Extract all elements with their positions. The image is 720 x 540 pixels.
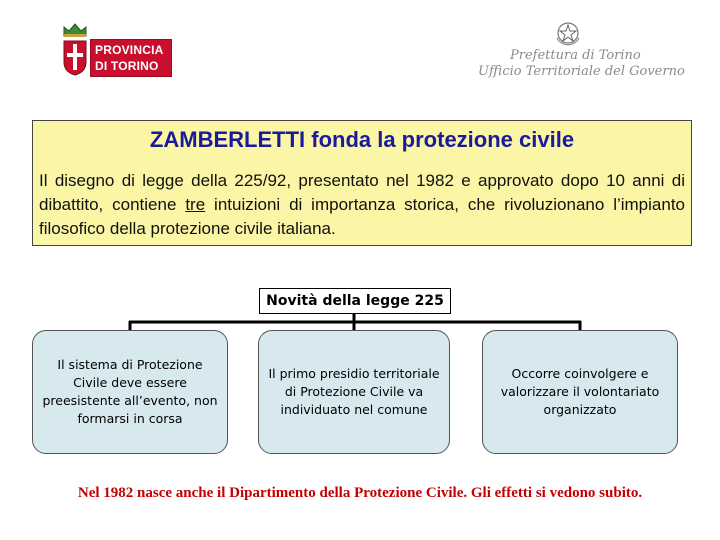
diagram-child-1 <box>32 330 228 454</box>
headline-title: ZAMBERLETTI fonda la protezione civile <box>149 127 575 152</box>
headline-body-part1: Il disegno di legge della 225/92, presentato nel 1982 e approvato dopo 10 anni di dibattito, contiene <box>39 171 685 214</box>
prefettura-line2: Ufficio Territoriale del Governo <box>478 64 685 79</box>
provincia-line1: PROVINCIA <box>95 43 164 57</box>
footer-note: Nel 1982 nasce anche il Dipartimento della Protezione Civile. Gli effetti si vedono subito. <box>77 485 643 501</box>
headline-body-underlined: tre <box>185 195 206 214</box>
provincia-line2: DI TORINO <box>95 59 159 73</box>
diagram-child-2 <box>258 330 450 454</box>
prefettura-line1: Prefettura di Torino <box>510 48 641 63</box>
diagram-child-2-text: Il primo presidio territoriale di Protezione Civile va individuato nel comune <box>268 366 440 417</box>
diagram-child-3 <box>482 330 678 454</box>
headline-body-part2: intuizioni di importanza storica, che rivoluzionano l’impianto filosofico della protezione civile italiana. <box>39 195 685 238</box>
diagram-child-3-text: Occorre coinvolgere e valorizzare il volontariato organizzato <box>500 366 660 417</box>
diagram-root: Novità della legge 225 <box>259 288 451 314</box>
diagram-child-1-text: Il sistema di Protezione Civile deve essere preesistente all’evento, non formarsi in corsa <box>42 357 218 426</box>
